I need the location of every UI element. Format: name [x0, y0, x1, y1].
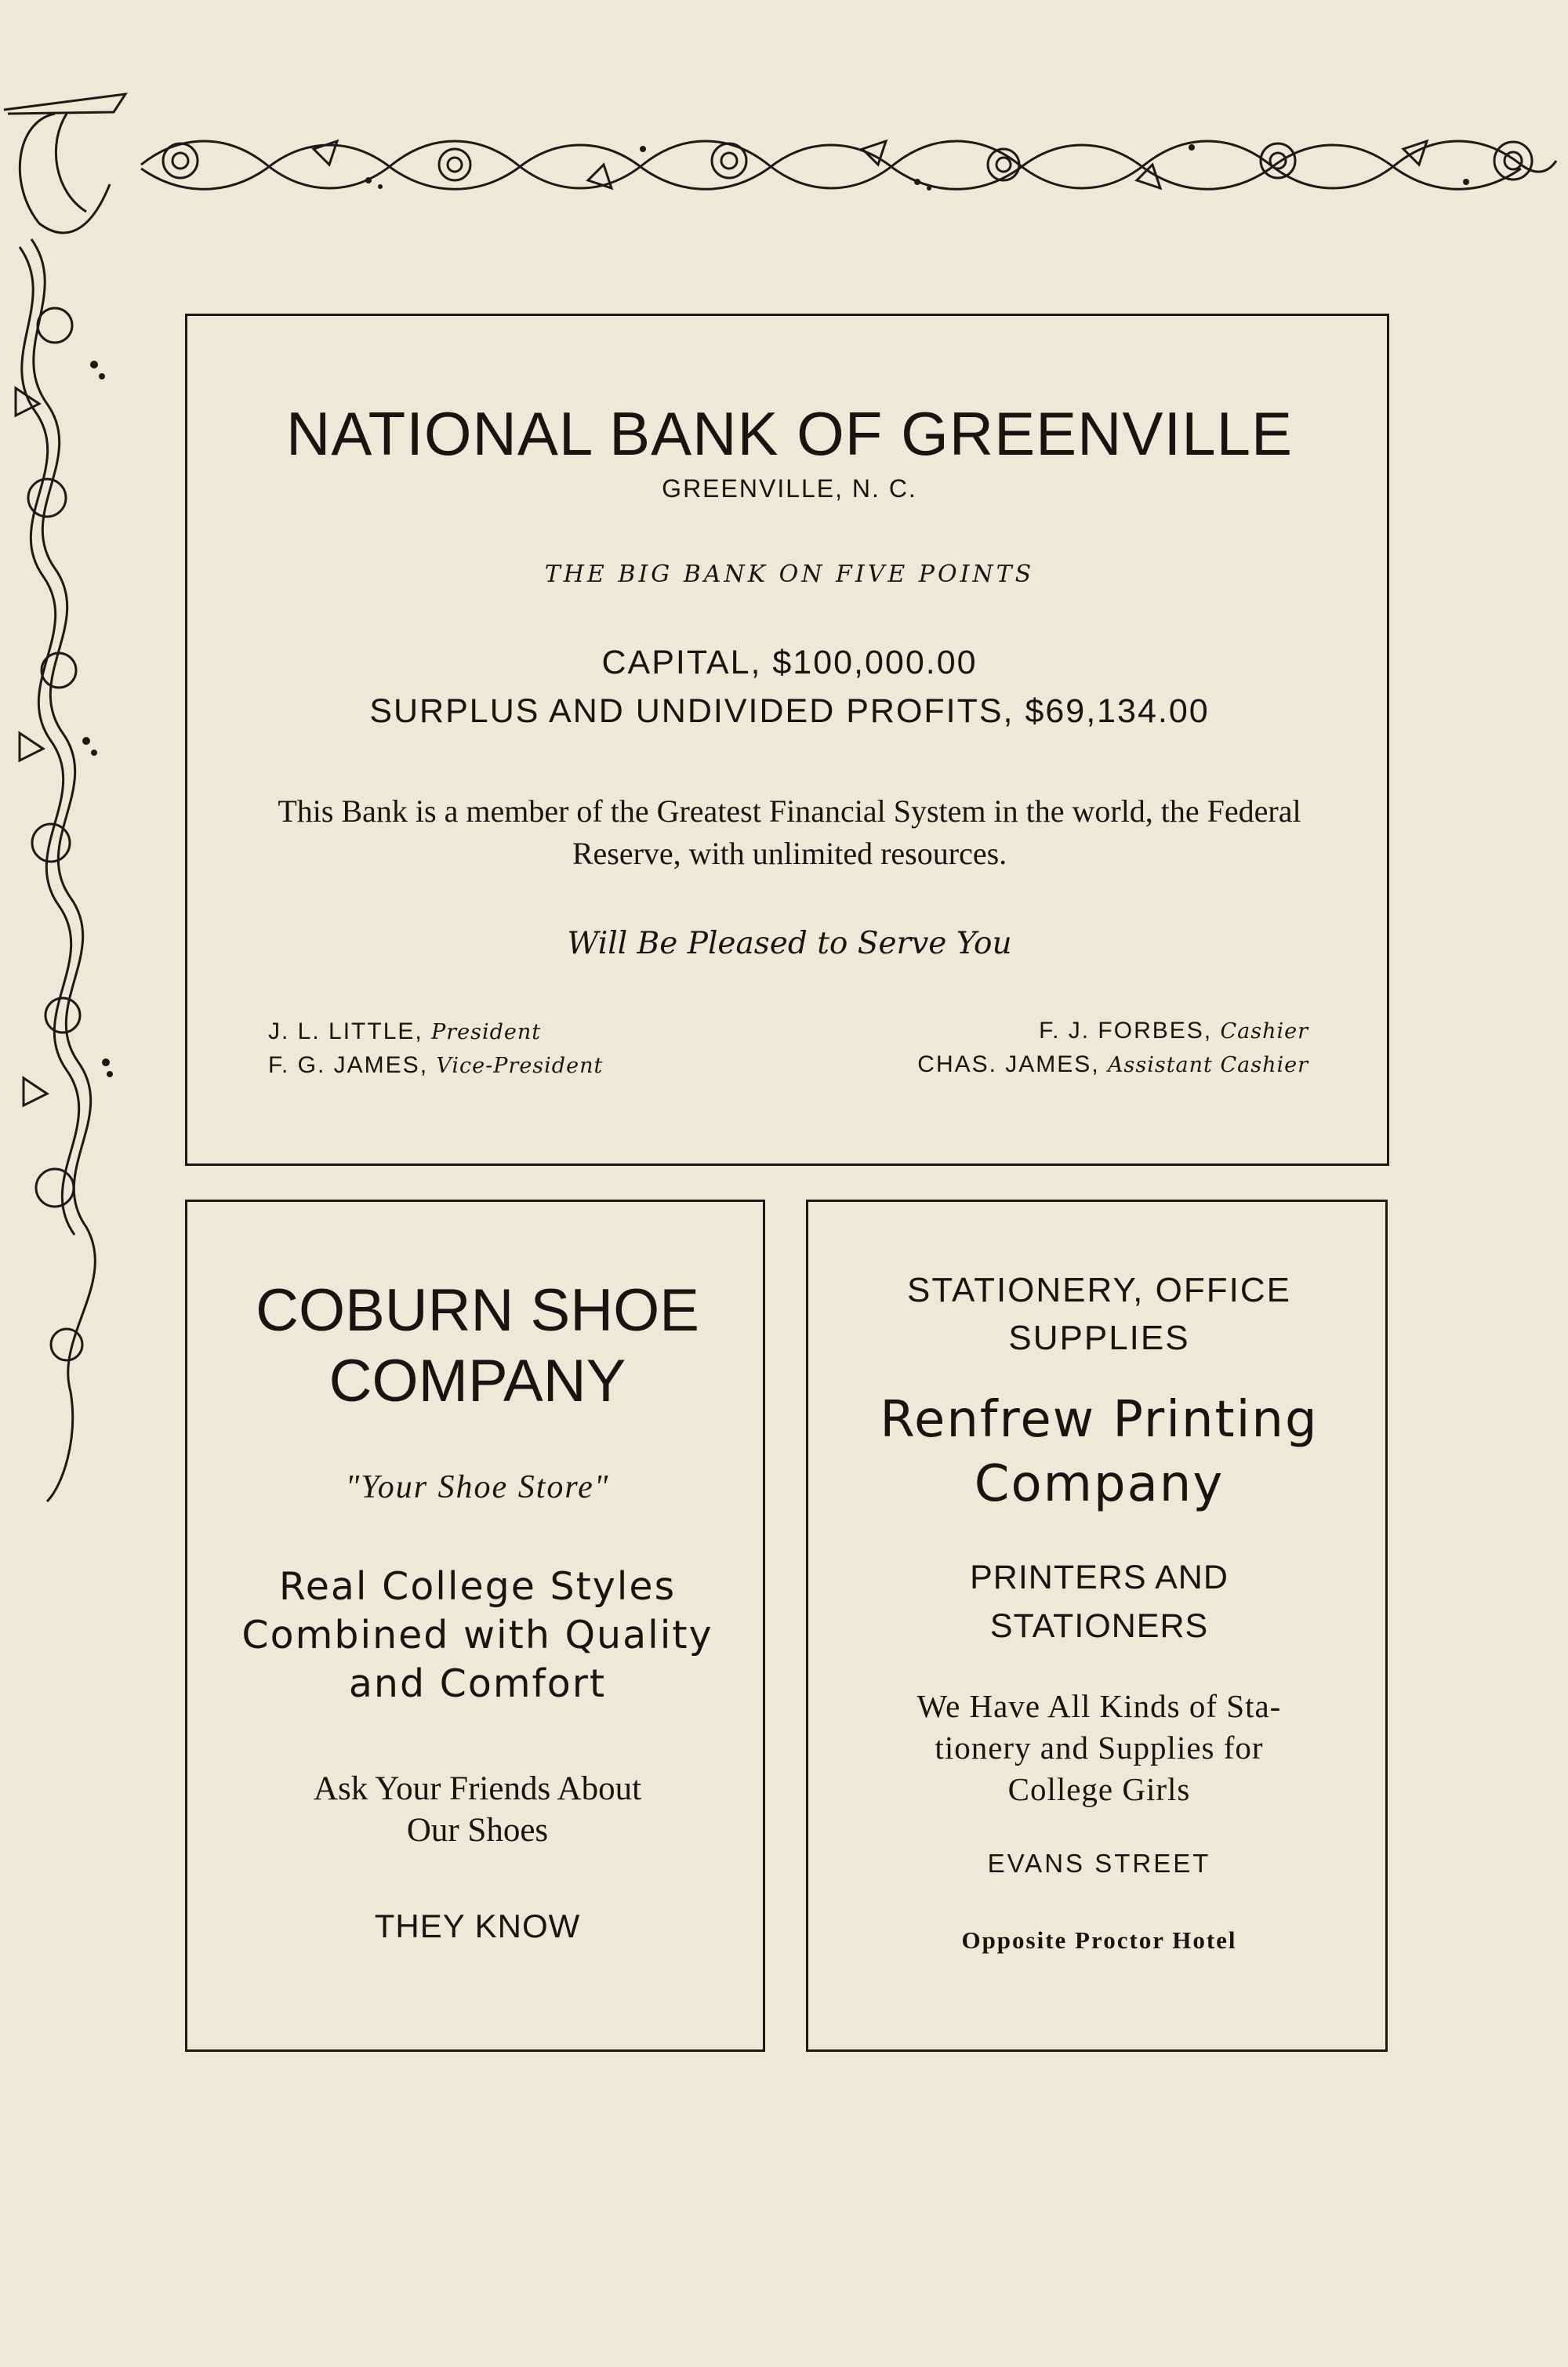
printing-trade [808, 1553, 1390, 1650]
printing-company-name-line: Renfrew Printing [880, 1391, 1319, 1449]
bank-description: This Bank is a member of the Greatest Financial System in the world, the Federal Reserve, with unlimited resources. [278, 793, 1301, 871]
officer-name: CHAS. JAMES, [917, 1051, 1100, 1077]
shoe-ask-line: Our Shoes [406, 1812, 549, 1849]
officer-title: Assistant Cashier [1108, 1053, 1308, 1077]
printing-headline [808, 1266, 1390, 1362]
printing-description-line: College Girls [1007, 1771, 1191, 1807]
printing-headline-line: STATIONERY, OFFICE [907, 1271, 1291, 1309]
bank-advertisement [185, 314, 1389, 1166]
officer-title: Vice-President [436, 1054, 604, 1078]
shoe-company-name [187, 1276, 768, 1417]
officer-title: President [431, 1020, 542, 1044]
officer-title: Cashier [1220, 1019, 1308, 1044]
printing-landmark: Opposite Proctor Hotel [961, 1926, 1237, 1954]
bank-location: GREENVILLE, N. C. [662, 474, 917, 503]
printing-company-name-line: Company [974, 1455, 1225, 1513]
shoe-styles-line: Real College Styles [278, 1564, 677, 1609]
shoe-company-advertisement [185, 1200, 765, 2052]
shoe-company-name-line: COBURN SHOE [256, 1277, 699, 1344]
printing-trade-line: PRINTERS AND [970, 1559, 1229, 1596]
shoe-slogan: "Your Shoe Store" [345, 1469, 610, 1505]
bank-motto: THE BIG BANK ON FIVE POINTS [544, 561, 1035, 588]
officer-assistant-cashier [917, 1051, 1308, 1078]
officer-name: F. J. FORBES, [1039, 1018, 1213, 1044]
officer-president [268, 1018, 541, 1045]
officer-name: F. G. JAMES, [268, 1052, 429, 1078]
printing-trade-line: STATIONERS [989, 1607, 1209, 1645]
shoe-closing: THEY KNOW [374, 1908, 581, 1944]
shoe-company-name-line: COMPANY [328, 1348, 626, 1414]
left-floral-border-icon [0, 90, 133, 1525]
printing-description [808, 1686, 1390, 1810]
officer-cashier [1039, 1018, 1308, 1044]
officer-name: J. L. LITTLE, [268, 1018, 423, 1044]
top-floral-ornament-icon [133, 125, 1560, 204]
printing-street: EVANS STREET [987, 1849, 1211, 1878]
shoe-ask-line: Ask Your Friends About [313, 1770, 642, 1807]
shoe-styles-line: Combined with Quality [241, 1613, 713, 1657]
printing-description-line: We Have All Kinds of Sta- [916, 1688, 1282, 1724]
bank-name: NATIONAL BANK OF GREENVILLE [286, 399, 1293, 468]
officer-vice-president [268, 1052, 603, 1079]
printing-company-advertisement [806, 1200, 1388, 2052]
bank-invitation: Will Be Pleased to Serve You [567, 926, 1012, 961]
shoe-styles-line: and Comfort [348, 1661, 607, 1706]
printing-company-name [808, 1388, 1390, 1516]
printing-headline-line: SUPPLIES [1008, 1319, 1190, 1357]
bank-surplus: SURPLUS AND UNDIVIDED PROFITS, $69,134.00 [369, 692, 1210, 730]
shoe-ask-text [187, 1768, 768, 1851]
shoe-styles-text [187, 1563, 768, 1708]
bank-capital: CAPITAL, $100,000.00 [601, 644, 978, 681]
printing-description-line: tionery and Supplies for [935, 1730, 1264, 1766]
